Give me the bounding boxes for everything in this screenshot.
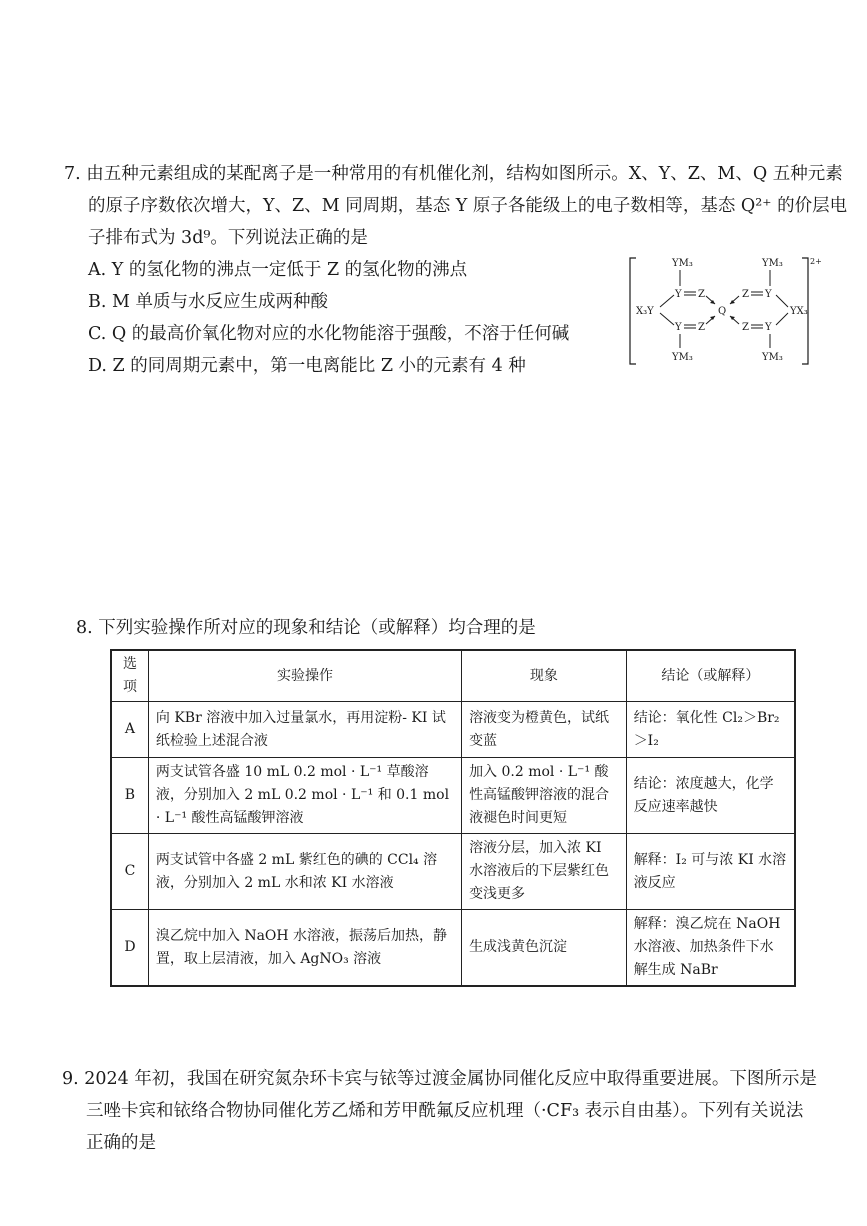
atom-z-lower-right: Z	[742, 322, 749, 333]
experiment-table	[110, 649, 796, 987]
ym3-bottom-left: YM₃	[672, 352, 693, 363]
atom-y-lower-right: Y	[765, 322, 772, 333]
atom-y-upper-right: Y	[765, 289, 772, 300]
table-row[interactable]	[111, 758, 795, 834]
row-option: C	[111, 834, 148, 910]
row-conclusion: 结论：氧化性 Cl₂＞Br₂＞I₂	[626, 702, 795, 758]
row-option: B	[111, 758, 148, 834]
x3y-left-group: X₃Y	[636, 306, 654, 317]
table-header-row	[111, 650, 795, 702]
row-conclusion: 解释：I₂ 可与浓 KI 水溶液反应	[626, 834, 795, 910]
header-operation: 实验操作	[148, 650, 461, 702]
header-option: 选项	[111, 650, 148, 702]
question-8	[76, 612, 816, 644]
atom-y-lower-left: Y	[675, 322, 682, 333]
table-row[interactable]	[111, 834, 795, 910]
row-option: D	[111, 910, 148, 987]
row-phenomenon: 溶液变为橙黄色，试纸变蓝	[462, 702, 627, 758]
question-7	[64, 158, 848, 254]
row-conclusion: 结论：浓度越大，化学反应速率越快	[626, 758, 795, 834]
row-phenomenon: 加入 0.2 mol · L⁻¹ 酸性高锰酸钾溶液的混合液褪色时间更短	[462, 758, 627, 834]
question-7-line-3: 子排布式为 3d⁹。下列说法正确的是	[88, 228, 368, 248]
question-7-option-a[interactable]: A. Y 的氢化物的沸点一定低于 Z 的氢化物的沸点	[88, 260, 468, 280]
atom-y-upper-left: Y	[675, 289, 682, 300]
complex-ion-structure-diagram	[626, 252, 826, 370]
question-7-option-b[interactable]: B. M 单质与水反应生成两种酸	[88, 292, 328, 312]
table-row[interactable]	[111, 702, 795, 758]
question-7-line-2: 的原子序数依次增大，Y、Z、M 同周期，基态 Y 原子各能级上的电子数相等，基态 Q²⁺ 的价层电	[88, 196, 848, 216]
question-9	[62, 1063, 822, 1159]
atom-q-center: Q	[718, 306, 727, 317]
header-conclusion: 结论（或解释）	[626, 650, 795, 702]
atom-z-lower-left: Z	[698, 322, 705, 333]
ym3-top-right: YM₃	[762, 258, 783, 269]
question-9-line-3: 正确的是	[86, 1133, 156, 1153]
row-phenomenon: 生成浅黄色沉淀	[462, 910, 627, 987]
header-phenomenon: 现象	[462, 650, 627, 702]
question-9-line-2: 三唑卡宾和铱络合物协同催化芳乙烯和芳甲酰氟反应机理（·CF₃ 表示自由基）。下列有关说法	[86, 1101, 804, 1121]
atom-z-upper-left: Z	[698, 289, 705, 300]
ym3-top-left: YM₃	[672, 258, 693, 269]
atom-z-upper-right: Z	[742, 289, 749, 300]
row-option: A	[111, 702, 148, 758]
question-7-option-c[interactable]: C. Q 的最高价氧化物对应的水化物能溶于强酸，不溶于任何碱	[88, 324, 570, 344]
row-operation: 向 KBr 溶液中加入过量氯水，再用淀粉- KI 试纸检验上述混合液	[148, 702, 461, 758]
question-8-title: 8. 下列实验操作所对应的现象和结论（或解释）均合理的是	[76, 618, 536, 638]
row-conclusion: 解释：溴乙烷在 NaOH 水溶液、加热条件下水解生成 NaBr	[626, 910, 795, 987]
ym3-bottom-right: YM₃	[762, 352, 783, 363]
charge-label: 2+	[810, 257, 822, 266]
question-9-line-1: 9. 2024 年初，我国在研究氮杂环卡宾与铱等过渡金属协同催化反应中取得重要进展。下图所示是	[62, 1069, 817, 1089]
question-7-option-d[interactable]: D. Z 的同周期元素中，第一电离能比 Z 小的元素有 4 种	[88, 356, 526, 376]
yx3-right-group: YX₃	[790, 306, 808, 317]
row-phenomenon: 溶液分层，加入浓 KI 水溶液后的下层紫红色变浅更多	[462, 834, 627, 910]
question-7-line-1: 7. 由五种元素组成的某配离子是一种常用的有机催化剂，结构如图所示。X、Y、Z、M、Q 五种元素	[64, 164, 843, 184]
row-operation: 两支试管中各盛 2 mL 紫红色的碘的 CCl₄ 溶液，分别加入 2 mL 水和浓 KI 水溶液	[148, 834, 461, 910]
row-operation: 溴乙烷中加入 NaOH 水溶液，振荡后加热，静置，取上层清液，加入 AgNO₃ 溶液	[148, 910, 461, 987]
table-row[interactable]	[111, 910, 795, 987]
row-operation: 两支试管各盛 10 mL 0.2 mol · L⁻¹ 草酸溶液，分别加入 2 mL 0.2 mol · L⁻¹ 和 0.1 mol · L⁻¹ 酸性高锰酸钾溶液	[148, 758, 461, 834]
